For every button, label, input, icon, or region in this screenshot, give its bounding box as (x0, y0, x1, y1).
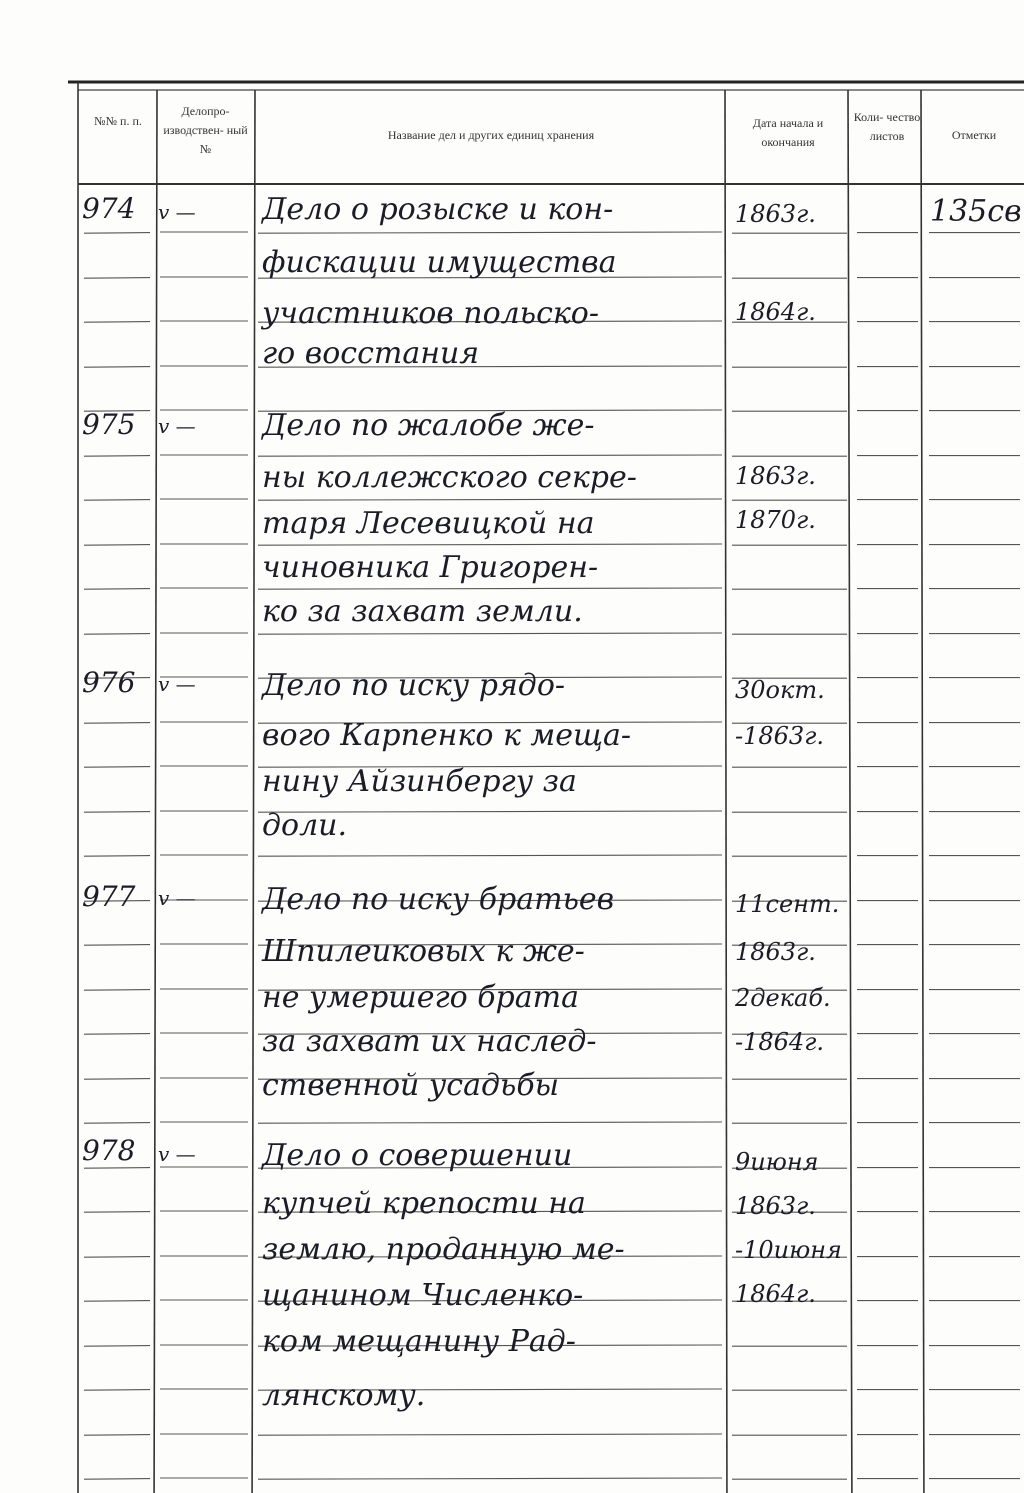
entry-number: 974 (82, 192, 136, 225)
ruling-line (84, 1346, 150, 1347)
entry-line: ко за захват земли. (262, 594, 583, 629)
entry-line: не умершего брата (262, 980, 579, 1015)
entry-number: 978 (82, 1134, 136, 1167)
entry-line: землю, проданную ме- (262, 1232, 625, 1267)
header-title: Название дел и других единиц хранения (387, 128, 595, 142)
entry-line: вого Карпенко к меща- (262, 718, 632, 753)
entry-date: 9июня (735, 1148, 819, 1176)
ruling-line (84, 278, 150, 279)
ruling-line (84, 856, 150, 857)
ruling-line (84, 1435, 150, 1436)
ruling-line (84, 945, 150, 946)
entry-line: чиновника Григорен- (262, 550, 599, 585)
header-sheets: Коли- чество листов (853, 110, 921, 143)
header-number: №№ п. п. (94, 114, 142, 128)
entry-date: -1864г. (735, 1028, 824, 1056)
ruling-line (84, 812, 150, 813)
entry-line: Дело по иску братьев (262, 882, 615, 917)
header-office-number: Делопро- изводствен- ный № (163, 104, 248, 156)
ruling-line (258, 855, 722, 856)
entry-mark: v — (158, 886, 196, 910)
entry-date: 11сент. (735, 890, 840, 918)
ruling-line (84, 767, 150, 768)
entry-line: лянскому. (262, 1378, 426, 1413)
ruling-line (258, 544, 722, 545)
ruling-line (84, 1479, 150, 1480)
entry-date: 30окт. (735, 676, 825, 704)
ruling-line (84, 1079, 150, 1080)
ruling-line (258, 588, 722, 589)
entry-date: -1863г. (735, 722, 824, 750)
entry-line: Шпилеиковых к же- (262, 934, 585, 969)
ruling-line (84, 634, 150, 635)
entry-line: Дело по иску рядо- (262, 668, 566, 703)
ruling-line (84, 990, 150, 991)
ruling-line (84, 500, 150, 501)
entry-line: фискации имущества (262, 245, 617, 280)
ruling-line (84, 1034, 150, 1035)
ruling-line (84, 723, 150, 724)
entry-date: 1863г. (735, 1192, 816, 1220)
entry-date: 1863г. (735, 938, 816, 966)
ruling-line (258, 455, 722, 456)
entry-note: 135св (930, 194, 1022, 229)
ruling-line (84, 1212, 150, 1213)
ruling-line (84, 1257, 150, 1258)
entry-number: 975 (82, 408, 136, 441)
entry-line: нину Айзинбергу за (262, 764, 577, 799)
entry-line: Дело о совершении (262, 1138, 573, 1173)
entry-line: го восстания (262, 336, 480, 371)
entry-number: 977 (82, 880, 136, 913)
entry-line: Дело о розыске и кон- (262, 192, 614, 227)
ruling-line (84, 1123, 150, 1124)
entry-line: таря Лесевицкой на (262, 506, 595, 541)
entry-date: 1864г. (735, 298, 816, 326)
ruling-line (84, 456, 150, 457)
entry-line: ственной усадьбы (262, 1068, 560, 1103)
header-notes: Отметки (951, 128, 997, 142)
entry-date: -10июня (735, 1236, 842, 1264)
header-dates: Дата начала и окончания (752, 116, 824, 149)
entry-date: 1870г. (735, 506, 816, 534)
entry-date: 1864г. (735, 1280, 816, 1308)
entry-line: щанином Численко- (262, 1278, 584, 1313)
ruling-line (84, 322, 150, 323)
ruling-line (258, 499, 722, 500)
entry-date: 1863г. (735, 200, 816, 228)
entry-line: Дело по жалобе же- (262, 408, 595, 443)
ruling-line (258, 1478, 722, 1479)
ruling-line (258, 1434, 722, 1435)
entry-mark: v — (158, 672, 196, 696)
entry-date: 1863г. (735, 462, 816, 490)
entry-line: за захват их наслед- (262, 1024, 597, 1059)
ruling-line (84, 1390, 150, 1391)
ruling-line (84, 545, 150, 546)
ruling-line (84, 1301, 150, 1302)
ruling-line (258, 1122, 722, 1123)
entry-line: купчей крепости на (262, 1186, 586, 1221)
entry-mark: v — (158, 1142, 196, 1166)
entry-mark: v — (158, 200, 196, 224)
entry-line: доли. (262, 808, 348, 843)
entry-number: 976 (82, 666, 136, 699)
ruling-line (84, 367, 150, 368)
ruling-line (258, 633, 722, 634)
entry-line: ны коллежского секре- (262, 460, 637, 495)
entry-line: ком мещанину Рад- (262, 1324, 576, 1359)
entry-mark: v — (158, 414, 196, 438)
entry-date: 2декаб. (735, 984, 831, 1012)
entry-line: участников польско- (262, 296, 599, 331)
ruling-line (258, 232, 722, 233)
ruling-line (84, 233, 150, 234)
ruling-line (84, 589, 150, 590)
ruling-line (84, 1168, 150, 1169)
